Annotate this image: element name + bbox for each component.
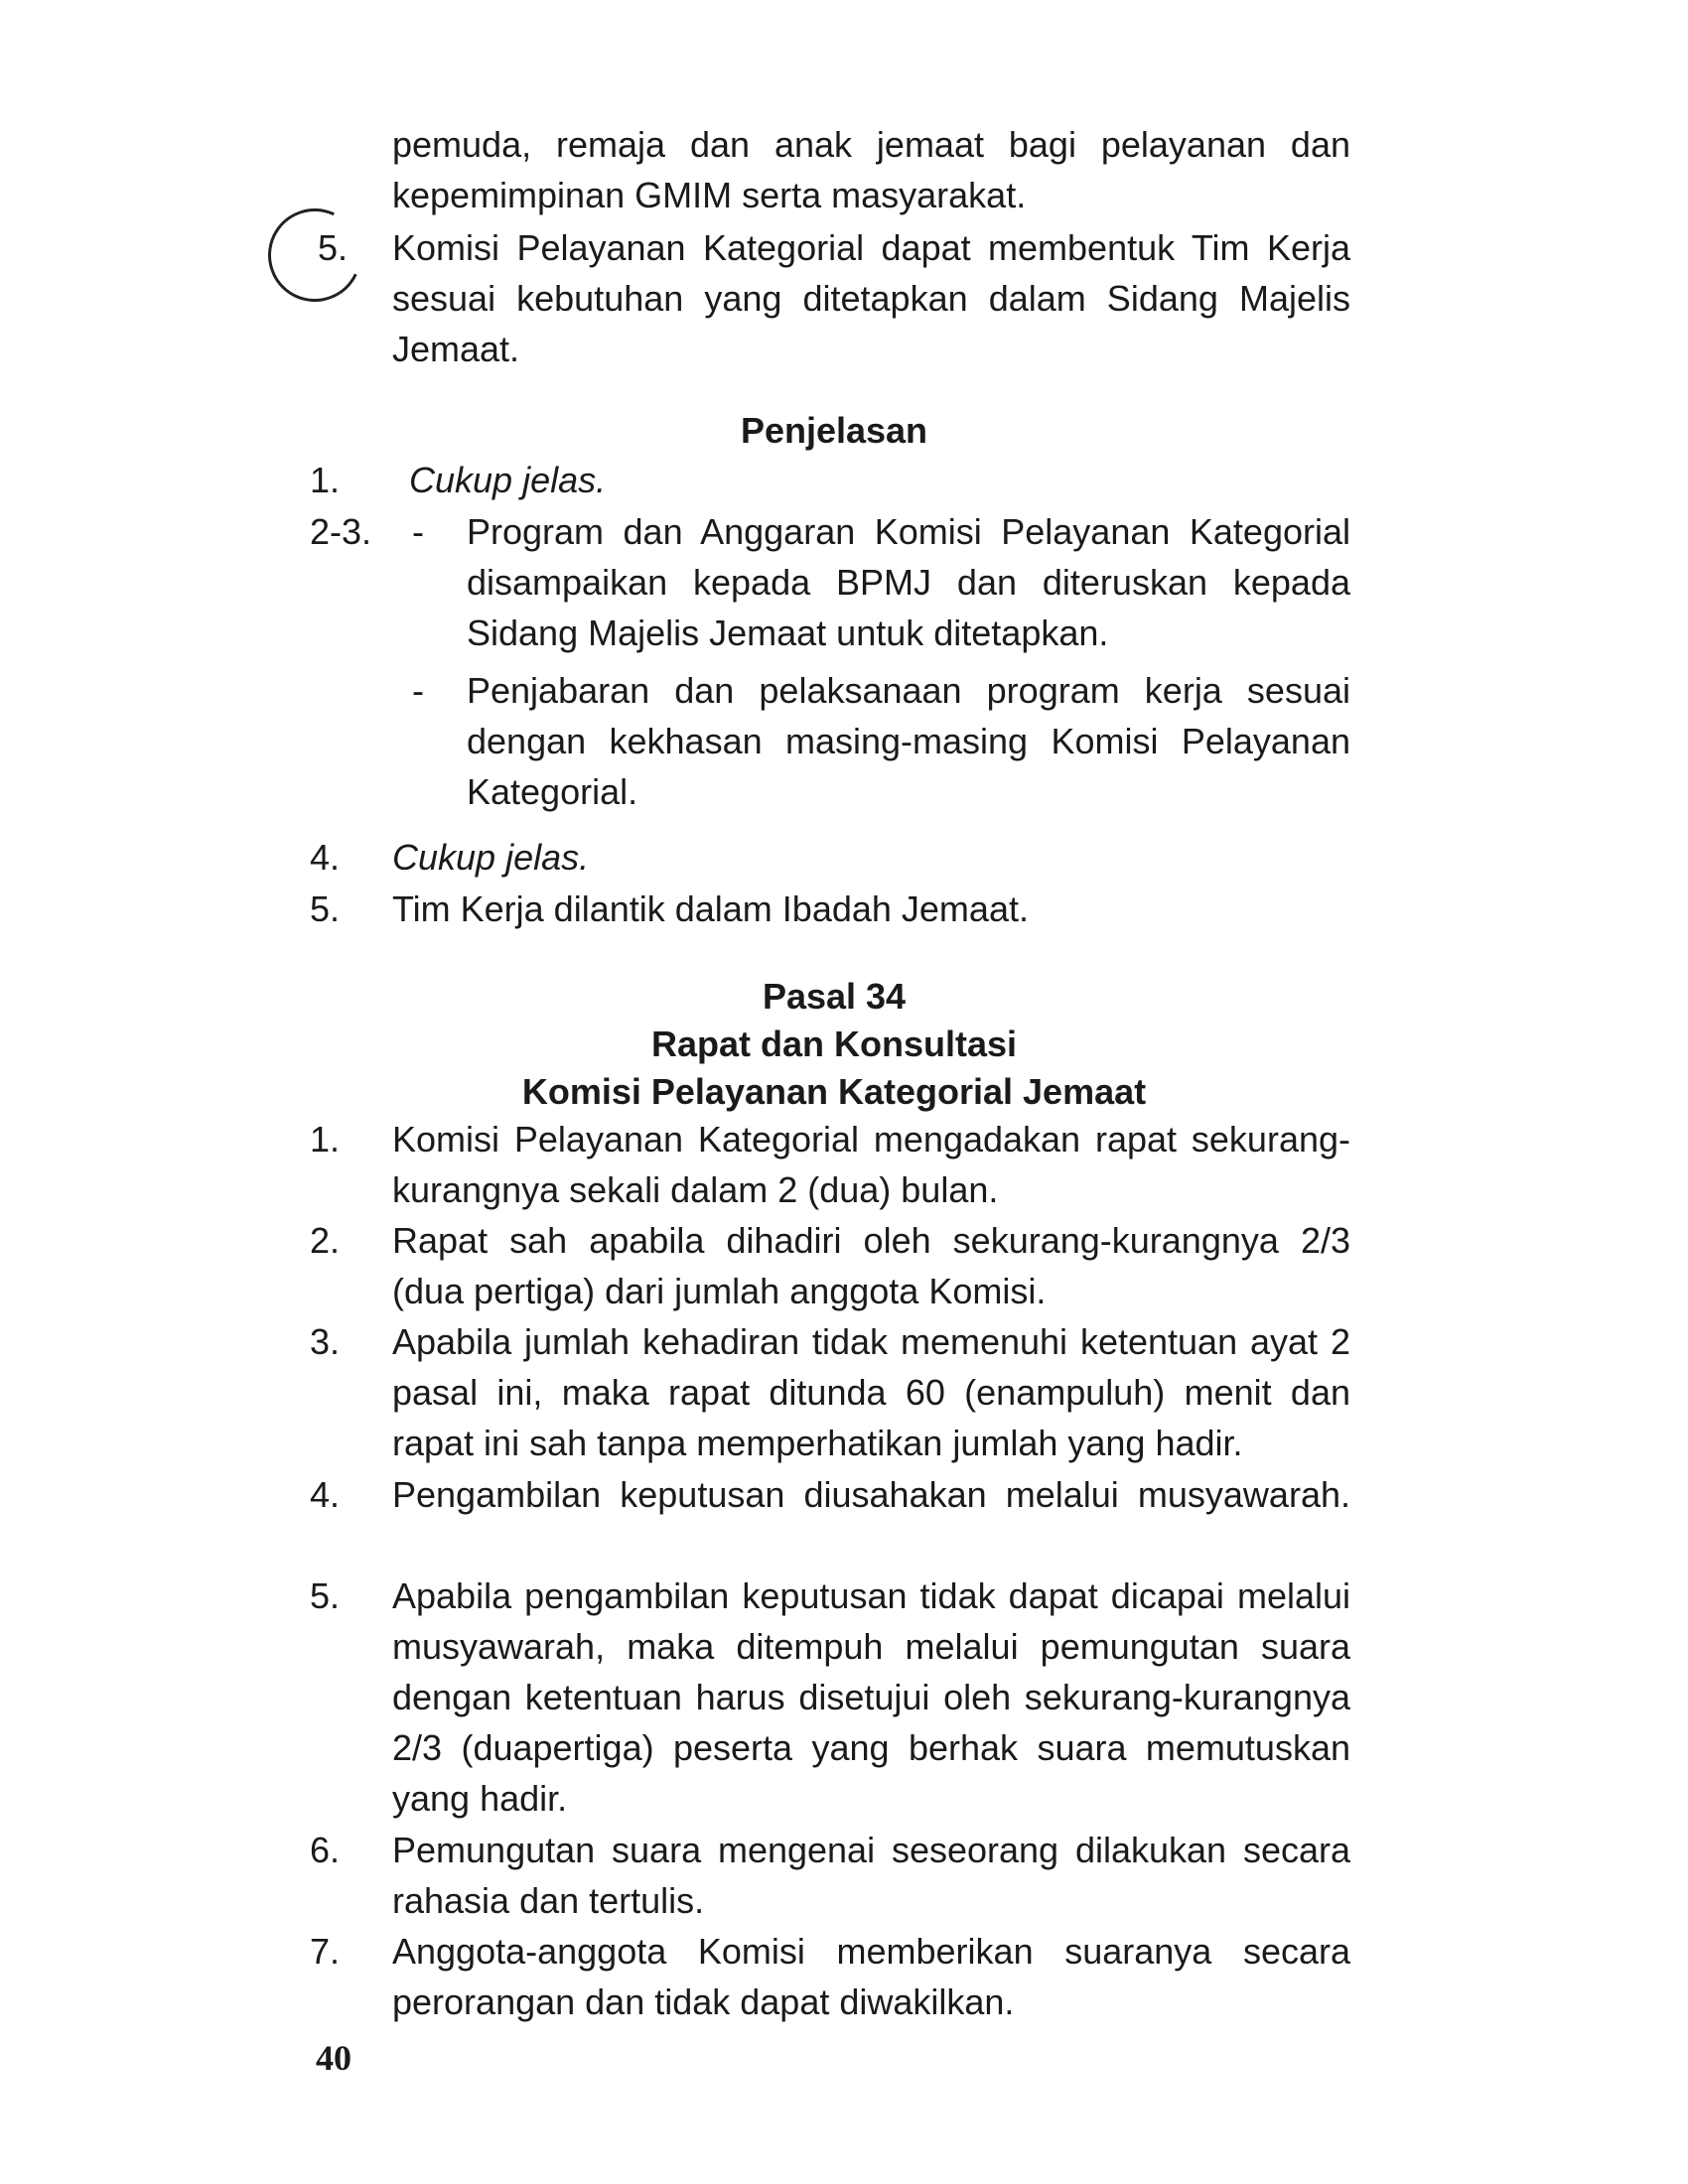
pasal-number-heading: Pasal 34 [762, 976, 907, 1017]
page-number: 40 [316, 2038, 352, 2078]
pasal-item-6-text: Pemungutan suara mengenai seseorang dilakukan secara rahasia dan tertulis. [392, 1830, 1350, 1921]
subitem-1-text: Program dan Anggaran Komisi Pelayanan Kategorial disampaikan kepada BPMJ dan diteruskan kepada Sidang Majelis Jemaat untuk ditetapkan. [467, 511, 1350, 653]
pasal-item-2 [310, 1215, 1350, 1316]
pasal-item-4 [310, 1469, 1350, 1520]
pasal-item-7-number: 7. [310, 1931, 341, 1972]
penjelasan-item-5-number: 5. [310, 888, 341, 929]
subitem-2-text: Penjabaran dan pelaksanaan program kerja sesuai dengan kekhasan masing-masing Komisi Pelayanan Kategorial. [467, 670, 1350, 812]
pasal-item-7-text: Anggota-anggota Komisi memberikan suaranya secara perorangan dan tidak dapat diwakilkan. [392, 1931, 1350, 2022]
intro-item-5-text: Komisi Pelayanan Kategorial dapat membentuk Tim Kerja sesuai kebutuhan yang ditetapkan dalam Sidang Majelis Jemaat. [392, 227, 1350, 369]
pasal-item-2-number: 2. [310, 1220, 341, 1261]
penjelasan-item-4-text: Cukup jelas. [392, 837, 590, 878]
penjelasan-item-1-number: 1. [310, 460, 341, 500]
penjelasan-item-2-3-number: 2-3. [310, 511, 372, 552]
pasal-item-4-number: 4. [310, 1474, 341, 1515]
pasal-item-1 [310, 1114, 1350, 1215]
pasal-item-6 [310, 1825, 1350, 1926]
penjelasan-item-5-text: Tim Kerja dilantik dalam Ibadah Jemaat. [392, 888, 1029, 929]
continuation-paragraph: pemuda, remaja dan anak jemaat bagi pelayanan dan kepemimpinan GMIM serta masyarakat. [392, 124, 1350, 215]
penjelasan-heading: Penjelasan [740, 410, 928, 451]
penjelasan-item-1-text: Cukup jelas. [409, 460, 607, 500]
pasal-item-6-number: 6. [310, 1830, 341, 1870]
intro-item-5 [310, 222, 1350, 374]
intro-item-5-number: 5. [318, 227, 349, 268]
pasal-item-1-number: 1. [310, 1119, 341, 1160]
penjelasan-item-4 [310, 832, 1350, 883]
pasal-item-5 [310, 1570, 1350, 1824]
pasal-item-3-text: Apabila jumlah kehadiran tidak memenuhi ketentuan ayat 2 pasal ini, maka rapat ditunda 60 (enampuluh) menit dan rapat ini sah tanpa memperhatikan jumlah yang hadir. [392, 1321, 1350, 1463]
penjelasan-subitem-2 [412, 665, 1350, 817]
pasal-item-4-text: Pengambilan keputusan diusahakan melalui musyawarah. [392, 1474, 1350, 1515]
pasal-item-5-number: 5. [310, 1575, 341, 1616]
penjelasan-item-1 [310, 455, 1350, 505]
subitem-1-dash: - [412, 511, 424, 552]
penjelasan-item-4-number: 4. [310, 837, 341, 878]
pasal-subtitle-heading: Komisi Pelayanan Kategorial Jemaat [521, 1071, 1147, 1112]
penjelasan-item-5 [310, 884, 1350, 934]
pasal-item-7 [310, 1926, 1350, 2027]
pasal-item-3 [310, 1316, 1350, 1468]
pasal-item-3-number: 3. [310, 1321, 341, 1362]
penjelasan-subitem-1 [412, 506, 1350, 658]
subitem-2-dash: - [412, 670, 424, 711]
pasal-title-heading: Rapat dan Konsultasi [650, 1024, 1018, 1064]
pasal-item-2-text: Rapat sah apabila dihadiri oleh sekurang-kurangnya 2/3 (dua pertiga) dari jumlah anggota Komisi. [392, 1220, 1350, 1311]
pasal-item-1-text: Komisi Pelayanan Kategorial mengadakan rapat sekurang-kurangnya sekali dalam 2 (dua) bulan. [392, 1119, 1350, 1210]
pasal-item-5-text: Apabila pengambilan keputusan tidak dapat dicapai melalui musyawarah, maka ditempuh melalui pemungutan suara dengan ketentuan harus disetujui oleh sekurang-kurangnya 2/3 (duapertiga) peserta yang berhak suara memutuskan yang hadir. [392, 1575, 1350, 1819]
